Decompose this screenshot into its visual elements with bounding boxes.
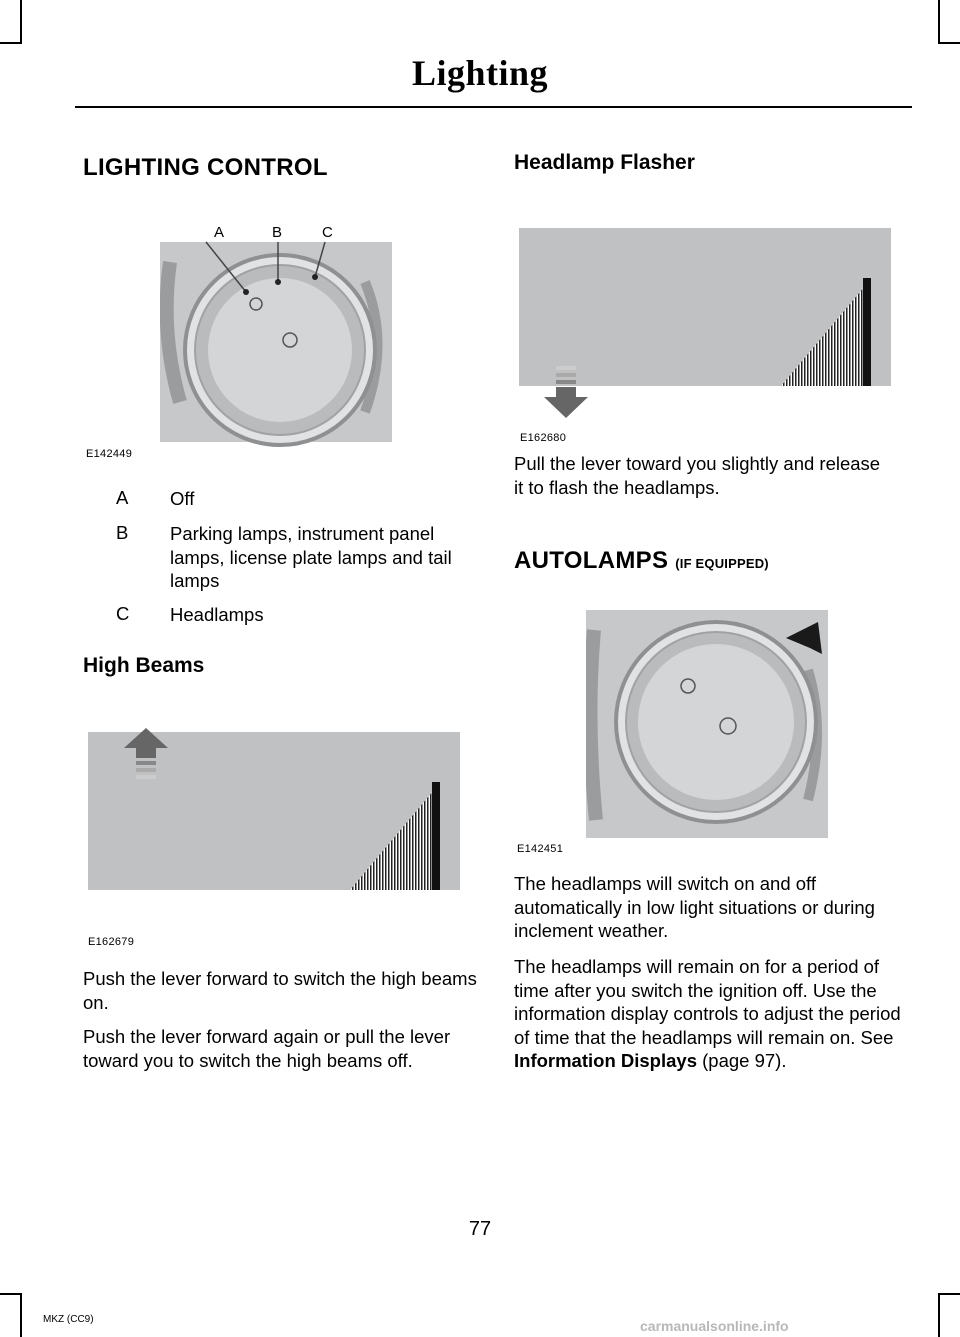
- crop-mark: [938, 42, 960, 44]
- lever-gradient-art: [519, 228, 891, 386]
- paragraph: Push the lever forward again or pull the lever toward you to switch the high beams off.: [83, 1026, 451, 1071]
- cross-reference-link[interactable]: Information Displays: [514, 1050, 697, 1071]
- legend-key: C: [116, 603, 130, 624]
- legend-key: A: [116, 487, 129, 508]
- page-reference: (page 97).: [702, 1050, 787, 1071]
- subsection-title-headlamp-flasher: Headlamp Flasher: [514, 151, 695, 174]
- legend-text: Headlamps: [170, 604, 264, 625]
- arrow-down-icon: [544, 366, 588, 418]
- crop-mark: [938, 1293, 960, 1295]
- watermark: carmanualsonline.info: [640, 1318, 789, 1334]
- crop-mark: [0, 42, 22, 44]
- crop-mark: [0, 1293, 22, 1295]
- paragraph-text: The headlamps will remain on for a period of time after you switch the ignition off. Use the information display controls to adjust the period of time that the headlamps will remain on. See: [514, 956, 901, 1048]
- page-header-title: Lighting: [411, 53, 549, 93]
- figure-callout-b: B: [272, 224, 283, 241]
- paragraph: Push the lever forward to switch the high beams on.: [83, 968, 477, 1013]
- figure-callout-a: A: [214, 224, 225, 241]
- section-title-lighting-control: LIGHTING CONTROL: [83, 154, 328, 181]
- subsection-title-high-beams: High Beams: [83, 654, 205, 677]
- crop-mark: [20, 1293, 22, 1337]
- autolamp-switch-illustration: [586, 610, 828, 838]
- page-number: 77: [468, 1218, 492, 1240]
- figure-code: E162680: [520, 432, 567, 444]
- paragraph: [514, 955, 909, 1073]
- paragraph: The headlamps will switch on and off automatically in low light situations or during inclement weather.: [514, 873, 875, 941]
- section-title-qualifier: (IF EQUIPPED): [675, 556, 769, 571]
- figure-code: E162679: [88, 936, 135, 948]
- crop-mark: [20, 0, 22, 44]
- paragraph: Pull the lever toward you slightly and release it to flash the headlamps.: [514, 453, 881, 498]
- legend-text: Parking lamps, instrument panel lamps, license plate lamps and tail lamps: [170, 523, 452, 591]
- flasher-lever-illustration: [519, 228, 891, 386]
- figure-code: E142451: [517, 843, 564, 855]
- crop-mark: [938, 0, 940, 44]
- legend-text: Off: [170, 488, 195, 509]
- arrow-up-icon: [124, 728, 168, 780]
- footer-model: MKZ (CC9): [43, 1314, 94, 1325]
- crop-mark: [938, 1293, 940, 1337]
- headlamp-switch-illustration: [160, 222, 392, 460]
- section-title-autolamps: [514, 547, 769, 575]
- figure-callout-c: C: [322, 224, 333, 241]
- section-title-text: AUTOLAMPS: [514, 547, 669, 574]
- header-divider: [75, 106, 912, 108]
- figure-code: E142449: [86, 448, 133, 460]
- legend-key: B: [116, 522, 129, 543]
